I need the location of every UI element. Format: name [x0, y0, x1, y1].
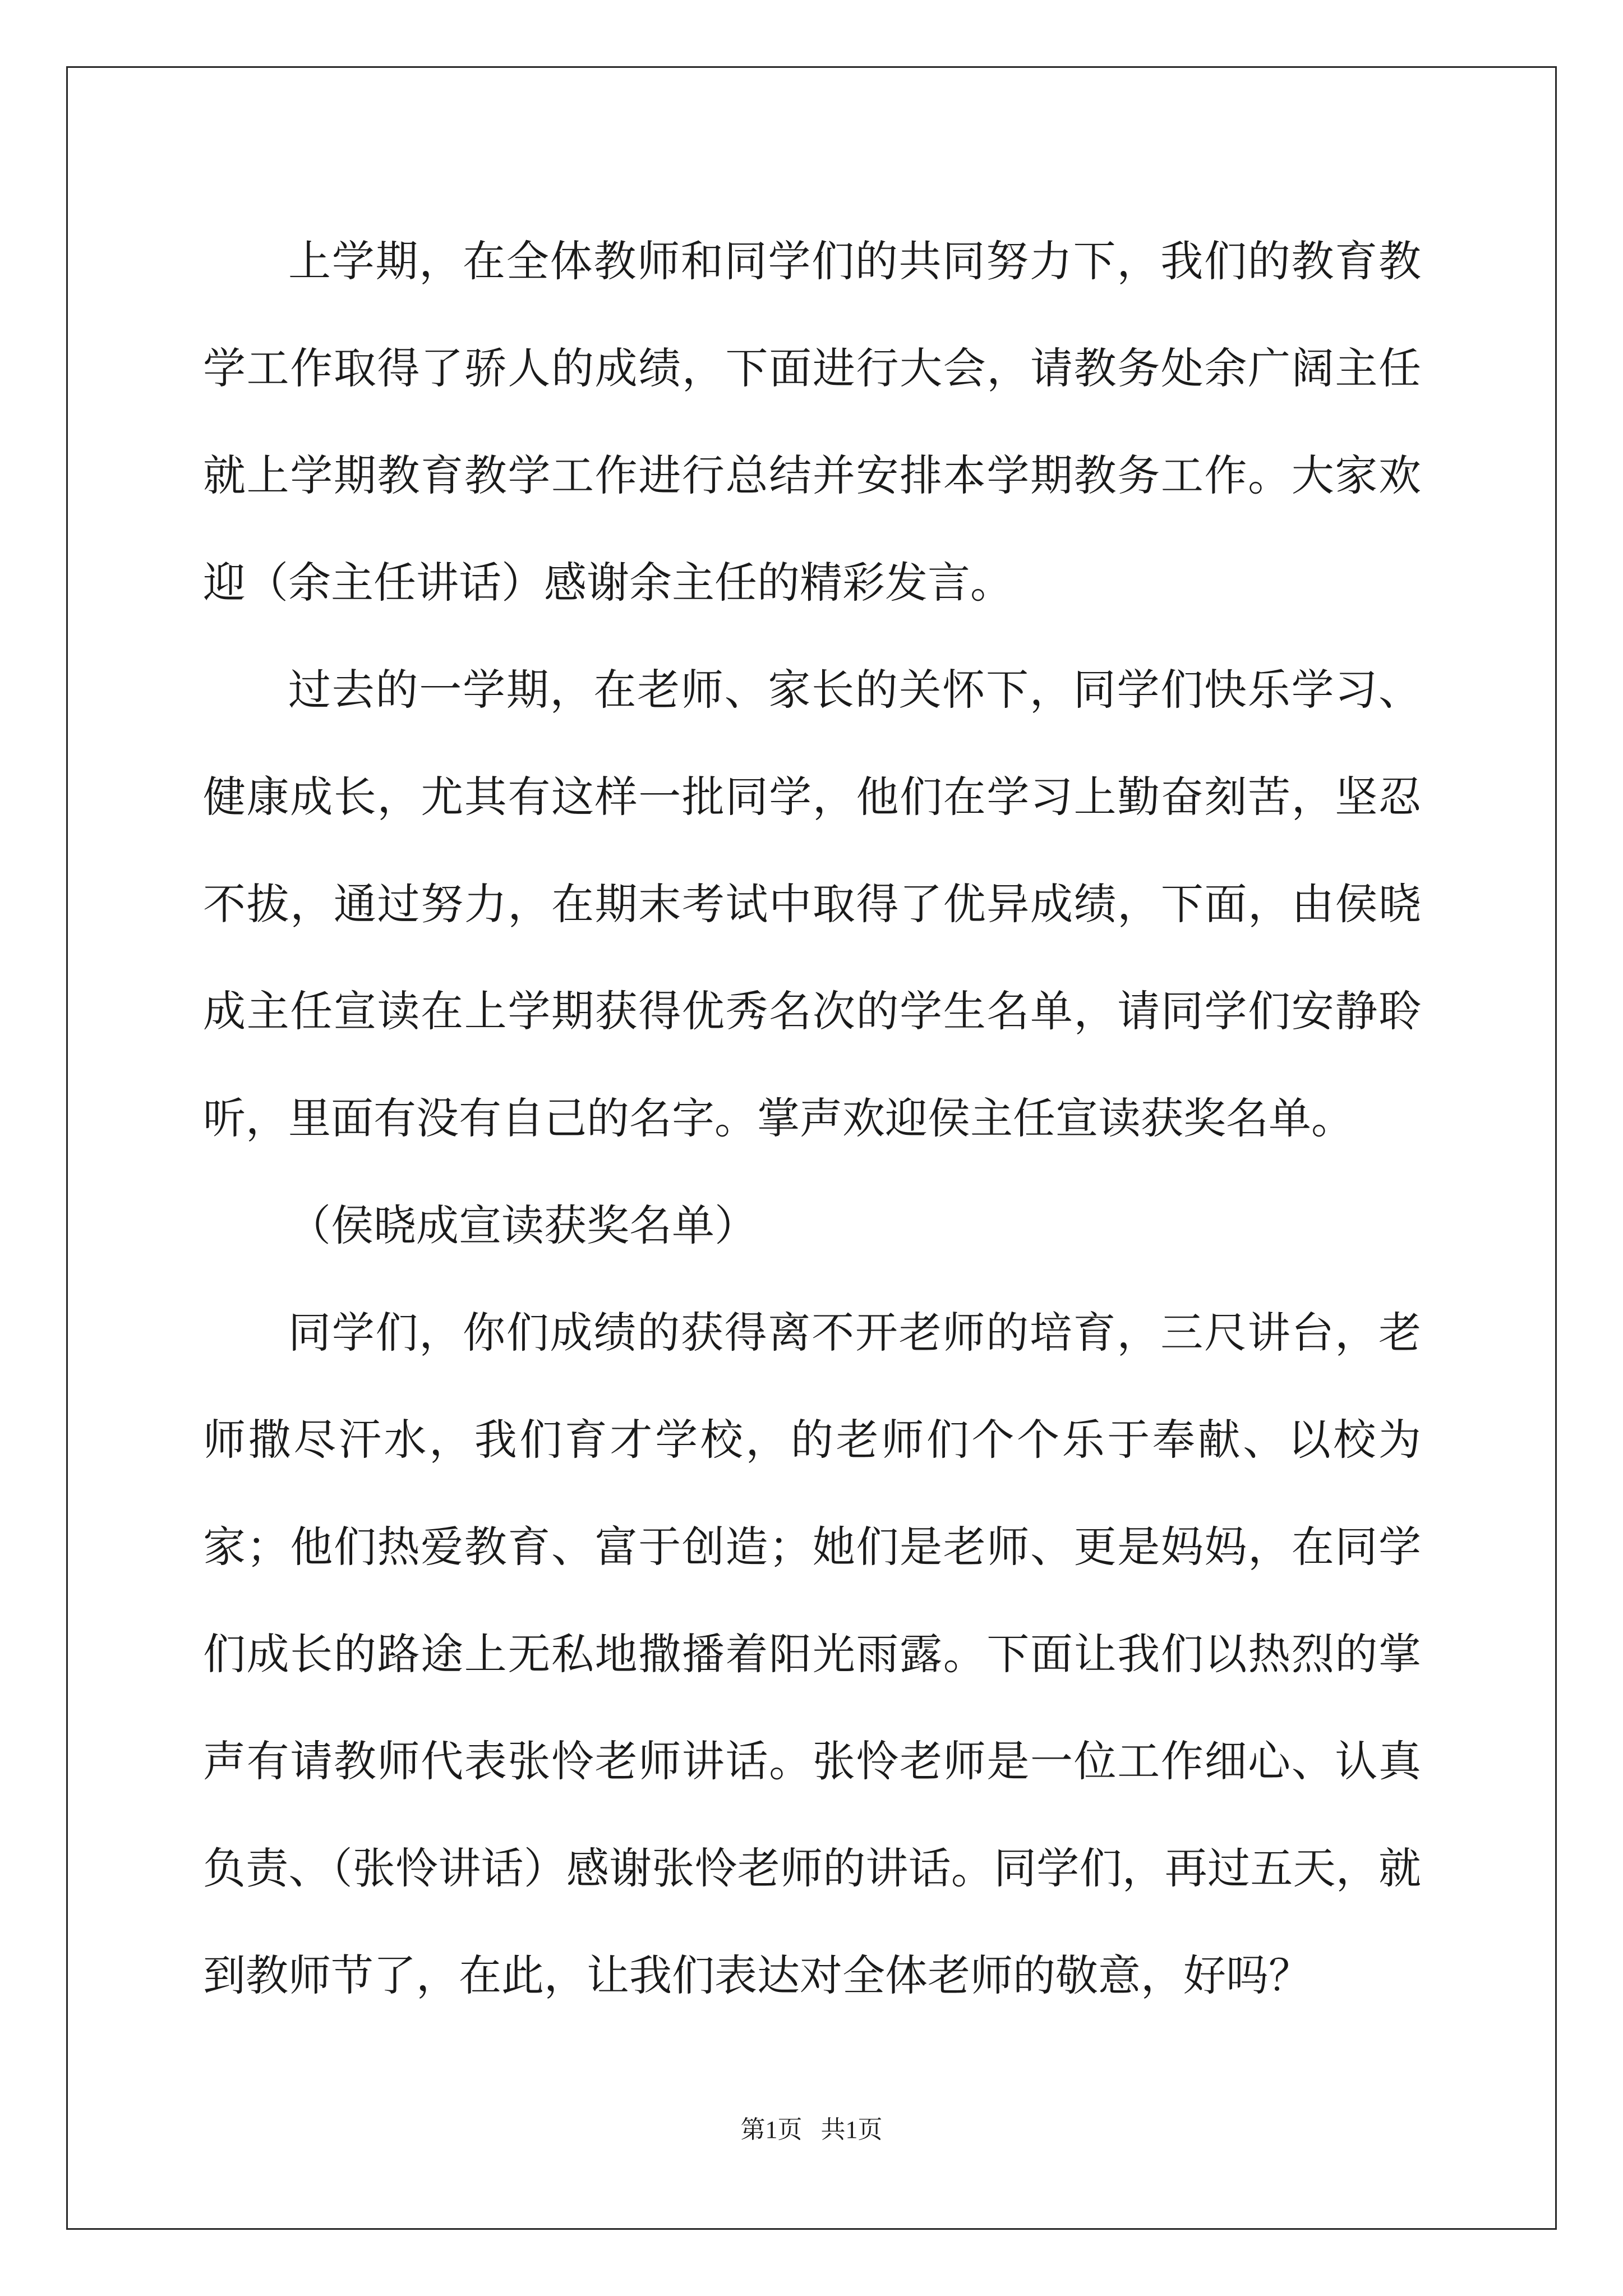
footer-spacer — [803, 2116, 821, 2143]
paragraph-4: 同学们，你们成绩的获得离不开老师的培育，三尺讲台，老师撒尽汗水，我们育才学校，的老师们个个乐于奉献、以校为家；他们热爱教育、富于创造；她们是老师、更是妈妈，在同学们成长的路途上无私地撒播着阳光雨露。下面让我们以热烈的掌声有请教师代表张怜老师讲话。张怜老师是一位工作细心、认真负责、（张怜讲话）感谢张怜老师的讲话。同学们，再过五天，就到教师节了，在此，让我们表达对全体老师的敬意，好吗？ — [203, 1308, 1421, 2000]
document-body — [203, 208, 1421, 2029]
page-number: 第1页 — [740, 2116, 803, 2143]
paragraph-1: 上学期，在全体教师和同学们的共同努力下，我们的教育教学工作取得了骄人的成绩，下面进行大会，请教务处余广阔主任就上学期教育教学工作进行总结并安排本学期教务工作。大家欢迎（余主任讲话）感谢余主任的精彩发言。 — [203, 236, 1421, 608]
paragraph-3: （侯晓成宣读获奖名单） — [288, 1200, 757, 1250]
paragraph-2: 过去的一学期，在老师、家长的关怀下，同学们快乐学习、健康成长，尤其有这样一批同学，他们在学习上勤奋刻苦，坚忍不拔，通过努力，在期末考试中取得了优异成绩，下面，由侯晓成主任宣读在上学期获得优秀名次的学生名单，请同学们安静聆听，里面有没有自己的名字。掌声欢迎侯主任宣读获奖名单。 — [203, 665, 1421, 1143]
page-total: 共1页 — [820, 2116, 883, 2143]
page-footer — [0, 2109, 1623, 2145]
